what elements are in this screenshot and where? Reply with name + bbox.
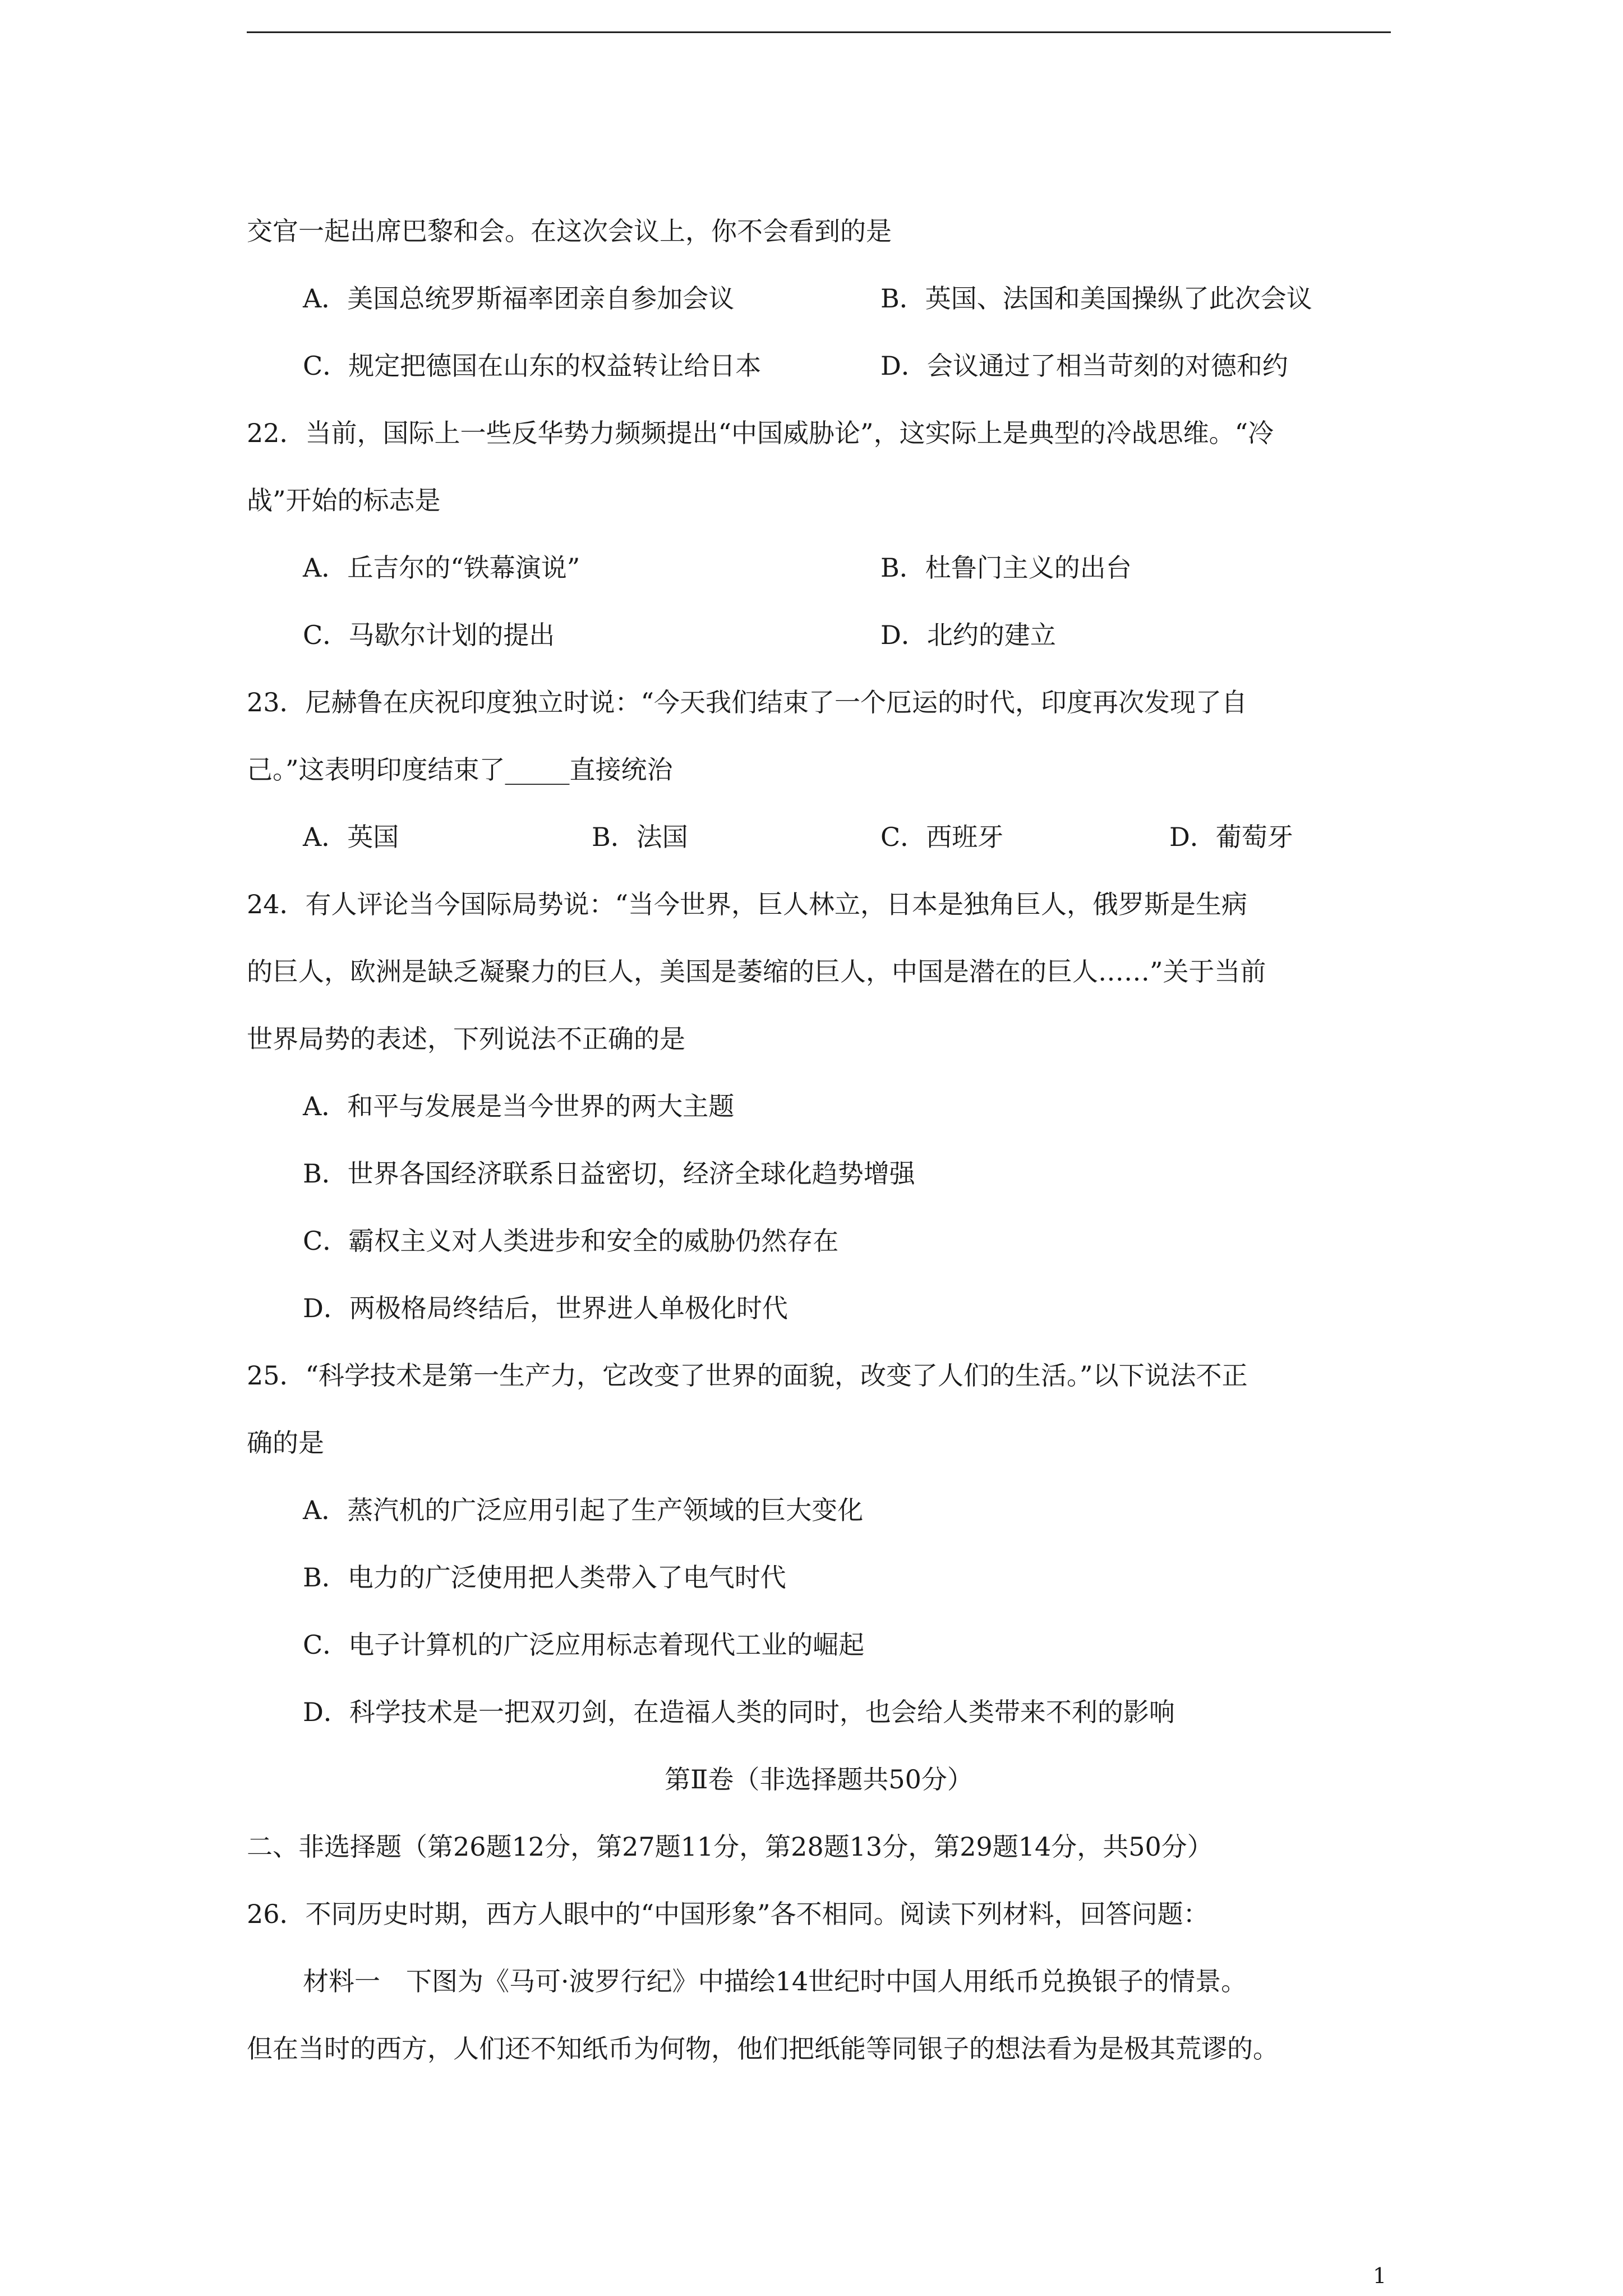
- q22-option-a: A．丘吉尔的“铁幕演说”: [303, 553, 580, 583]
- q24-stem-line-3: 世界局势的表述，下列说法不正确的是: [247, 1024, 685, 1054]
- q23-option-c: C．西班牙: [880, 822, 1004, 852]
- q21-stem-line: 交官一起出席巴黎和会。在这次会议上，你不会看到的是: [247, 216, 892, 246]
- q24-stem-line-1: 24．有人评论当今国际局势说：“当今世界，巨人林立，日本是独角巨人，俄罗斯是生病: [247, 889, 1248, 919]
- q26-material-1-line-1: 材料一 下图为《马可·波罗行纪》中描绘14世纪时中国人用纸币兑换银子的情景。: [303, 1966, 1247, 1996]
- section-instructions: 二、非选择题（第26题12分，第27题11分，第28题13分，第29题14分，共50分）: [247, 1832, 1213, 1862]
- q24-option-b: B．世界各国经济联系日益密切，经济全球化趋势增强: [303, 1158, 915, 1189]
- q22-stem-line-1: 22．当前，国际上一些反华势力频频提出“中国威胁论”，这实际上是典型的冷战思维。“冷: [247, 418, 1274, 448]
- q25-stem-line-1: 25．“科学技术是第一生产力，它改变了世界的面貌，改变了人们的生活。”以下说法不正: [247, 1360, 1248, 1391]
- q23-option-b: B．法国: [592, 822, 688, 852]
- q26-material-1-line-2: 但在当时的西方，人们还不知纸币为何物，他们把纸能等同银子的想法看为是极其荒谬的。: [247, 2033, 1279, 2064]
- q24-option-a: A．和平与发展是当今世界的两大主题: [303, 1091, 735, 1121]
- header-rule: [247, 31, 1391, 33]
- q22-option-d: D．北约的建立: [880, 620, 1056, 650]
- q22-option-b: B．杜鲁门主义的出台: [880, 553, 1132, 583]
- q24-option-d: D．两极格局终结后，世界进人单极化时代: [303, 1293, 788, 1323]
- q23-option-a: A．英国: [303, 822, 399, 852]
- q21-option-c: C．规定把德国在山东的权益转让给日本: [303, 351, 762, 381]
- q26-stem: 26．不同历史时期，西方人眼中的“中国形象”各不相同。阅读下列材料，回答问题：: [247, 1899, 1209, 1929]
- q23-stem-line-1: 23．尼赫鲁在庆祝印度独立时说：“今天我们结束了一个厄运的时代，印度再次发现了自: [247, 687, 1248, 717]
- q25-option-b: B．电力的广泛使用把人类带入了电气时代: [303, 1562, 786, 1593]
- q21-option-a: A．美国总统罗斯福率团亲自参加会议: [303, 283, 735, 314]
- q25-option-c: C．电子计算机的广泛应用标志着现代工业的崛起: [303, 1630, 865, 1660]
- q21-option-d: D．会议通过了相当苛刻的对德和约: [880, 351, 1288, 381]
- q21-option-b: B．英国、法国和美国操纵了此次会议: [880, 283, 1312, 314]
- section-title: 第Ⅱ卷（非选择题共50分）: [665, 1764, 973, 1795]
- q23-option-d: D．葡萄牙: [1169, 822, 1293, 852]
- q23-stem-line-2: 己。”这表明印度结束了_____直接统治: [247, 754, 673, 785]
- page-number: 1: [1373, 2263, 1387, 2288]
- q25-option-a: A．蒸汽机的广泛应用引起了生产领域的巨大变化: [303, 1495, 864, 1525]
- q22-stem-line-2: 战”开始的标志是: [247, 485, 441, 516]
- q24-option-c: C．霸权主义对人类进步和安全的威胁仍然存在: [303, 1226, 839, 1256]
- q25-option-d: D．科学技术是一把双刃剑，在造福人类的同时，也会给人类带来不利的影响: [303, 1697, 1175, 1727]
- q22-option-c: C．马歇尔计划的提出: [303, 620, 555, 650]
- q24-stem-line-2: 的巨人，欧洲是缺乏凝聚力的巨人，美国是萎缩的巨人，中国是潜在的巨人……”关于当前: [247, 956, 1266, 987]
- q25-stem-line-2: 确的是: [247, 1428, 324, 1458]
